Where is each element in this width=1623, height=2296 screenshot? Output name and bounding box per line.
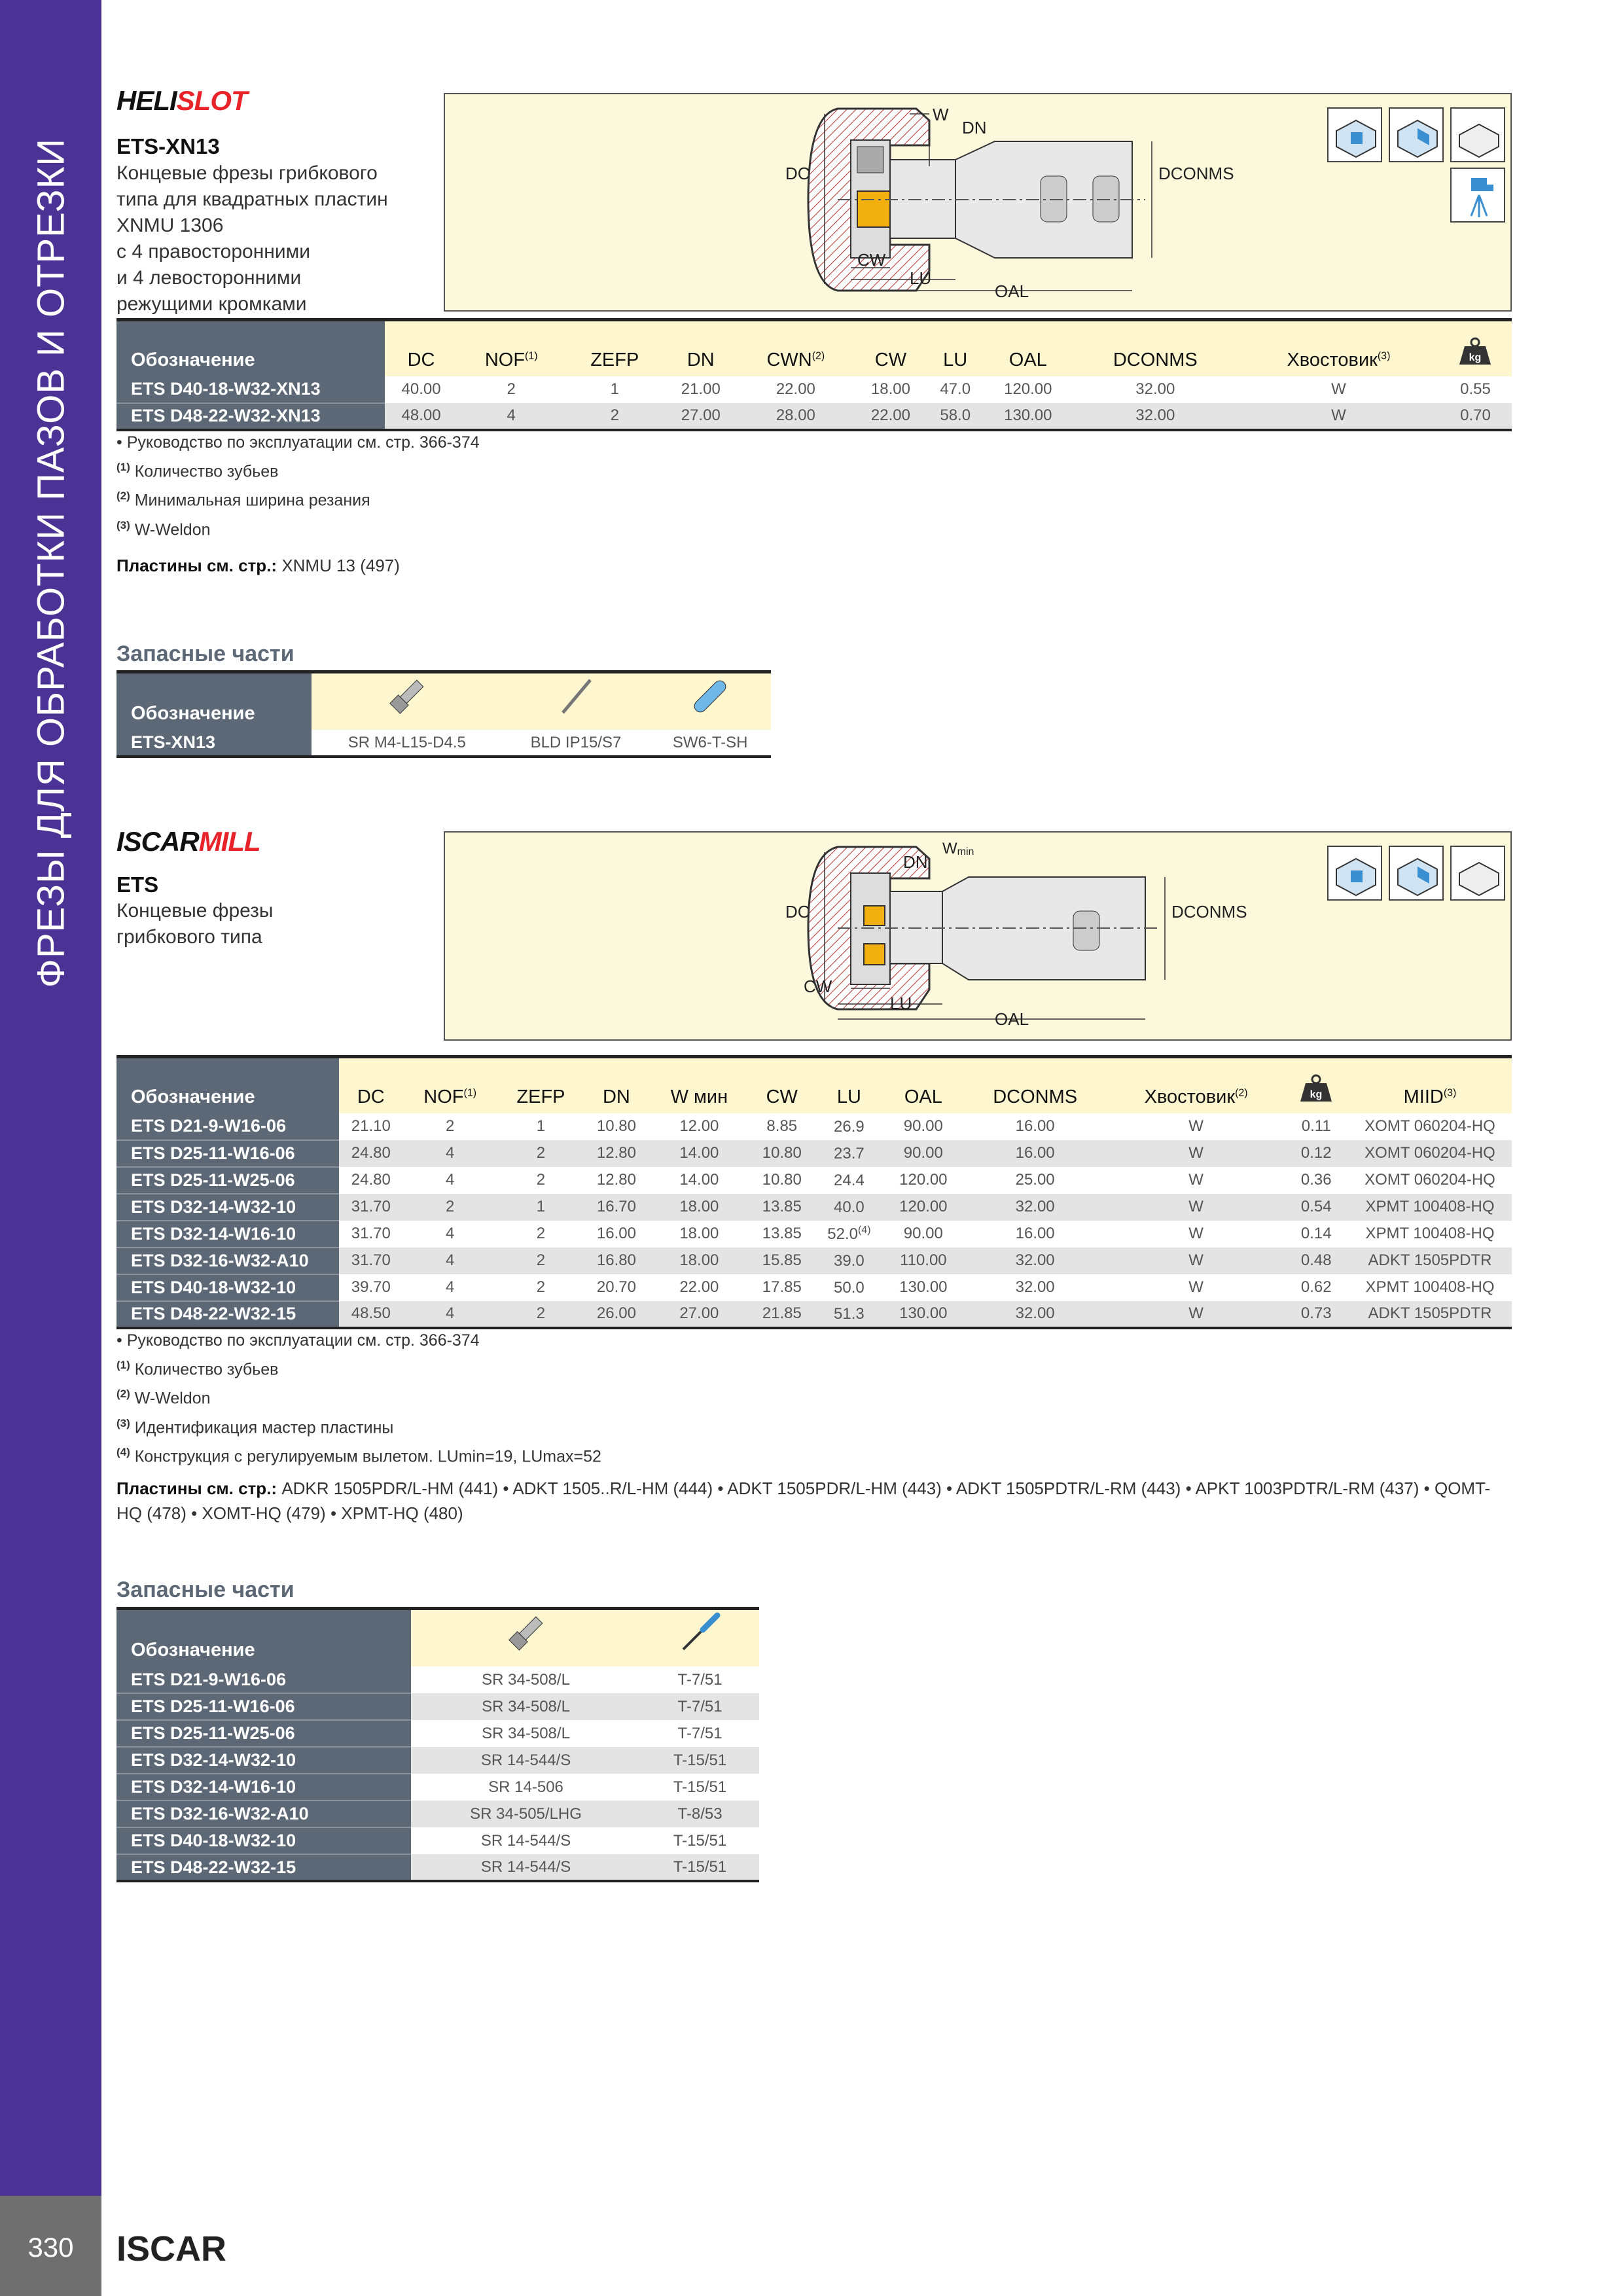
col-header-cw: CW bbox=[854, 320, 927, 376]
product-desc-1: Концевые фрезы грибкового типа для квадратных пластин XNMU 1306 с 4 правосторонними и 4 левосторонними режущими кромками bbox=[116, 162, 388, 315]
table-row: ETS D32-14-W32-10 SR 14-544/S T-15/51 bbox=[116, 1747, 759, 1774]
col-header-weight bbox=[1284, 1057, 1348, 1113]
fig2-label-dconms: DCONMS bbox=[1171, 902, 1247, 922]
side-milling-icon bbox=[1389, 107, 1444, 162]
table-row: ETS D32-14-W16-10 31.70 4 2 16.00 18.00 13.85 52.0$^{(4)}$ 90.00 16.00 W 0.14 XPMT 100408-HQ bbox=[116, 1221, 1512, 1247]
weight-icon bbox=[1299, 1074, 1333, 1103]
product-code-2: ETS bbox=[116, 872, 159, 897]
col-header-oal: OAL bbox=[984, 320, 1073, 376]
col-header-dc: DC bbox=[385, 320, 457, 376]
spare-parts-table-1: Обозначение ETS-XN13 SR M4-L15-D4.5 BLD IP15/S7 SW6-T-SH bbox=[116, 670, 771, 758]
fig2-label-dn: DN bbox=[903, 852, 928, 872]
blade-icon bbox=[503, 672, 650, 730]
page-number: 330 bbox=[27, 2232, 74, 2263]
side-milling-icon bbox=[1389, 846, 1444, 901]
screw-icon bbox=[312, 672, 503, 730]
table-row: ETS D40-18-W32-10 39.70 4 2 20.70 22.00 17.85 50.0 130.00 32.00 W 0.62 XPMT 100408-HQ bbox=[116, 1274, 1512, 1301]
fig1-label-dconms: DCONMS bbox=[1158, 164, 1234, 183]
fig1-label-lu: LU bbox=[910, 268, 932, 288]
fig1-label-w: W bbox=[933, 105, 949, 124]
table-row: ETS D40-18-W32-10 SR 14-544/S T-15/51 bbox=[116, 1827, 759, 1854]
helislot-logo: HELISLOT bbox=[116, 85, 247, 116]
col-header-dconms: DCONMS bbox=[1073, 320, 1238, 376]
table-row: ETS D32-16-W32-A10 SR 34-505/LHG T-8/53 bbox=[116, 1801, 759, 1827]
table-row: ETS D40-18-W32-XN13 40.00 2 1 21.00 22.00 18.00 47.0 120.00 32.00 W 0.55 bbox=[116, 376, 1512, 403]
footnotes-1: • Руководство по эксплуатации см. стр. 366-374 $^{(1)}$ Количество зубьев $^{(2)}$ Минимальная ширина резания $^{(3)}$ W-Weldon bbox=[116, 433, 480, 539]
col-header-cwn: CWN$^{(2)}$ bbox=[737, 320, 854, 376]
table-row: ETS D25-11-W16-06 24.80 4 2 12.80 14.00 10.80 23.7 90.00 16.00 W 0.12 XOMT 060204-HQ bbox=[116, 1140, 1512, 1167]
svg-text:kg: kg bbox=[1469, 351, 1482, 363]
tool-drawing-box-2 bbox=[444, 831, 1512, 1041]
col-header-zefp: ZEFP bbox=[565, 320, 664, 376]
col-header-name: Обозначение bbox=[116, 320, 385, 376]
col-header-lu: LU bbox=[927, 320, 984, 376]
coolant-icon-box bbox=[1450, 168, 1505, 223]
col-header-weight bbox=[1439, 320, 1512, 376]
table-header-row: Обозначение DC NOF$^{(1)}$ ZEFP DN W мин CW LU OAL DCONMS Хвостовик$^{(2)}$ kg MIID$^{(3)}$ bbox=[116, 1057, 1512, 1113]
col-header-dn: DN bbox=[664, 320, 737, 376]
fig2-label-oal: OAL bbox=[995, 1009, 1029, 1029]
application-icons-1 bbox=[1327, 107, 1505, 162]
table-row: ETS D25-11-W25-06 SR 34-508/L T-7/51 bbox=[116, 1720, 759, 1747]
table-row: ETS D48-22-W32-15 48.50 4 2 26.00 27.00 21.85 51.3 130.00 32.00 W 0.73 ADKT 1505PDTR bbox=[116, 1301, 1512, 1328]
table-header-row bbox=[116, 320, 1512, 376]
screwdriver-icon bbox=[641, 1609, 759, 1667]
iscarmill-logo: ISCARMILL bbox=[116, 826, 260, 857]
fig2-label-lu: LU bbox=[890, 994, 912, 1013]
product-code-1: ETS-XN13 bbox=[116, 134, 220, 158]
table-row: ETS D32-14-W32-10 31.70 2 1 16.70 18.00 13.85 40.0 120.00 32.00 W 0.54 XPMT 100408-HQ bbox=[116, 1194, 1512, 1221]
slotting-icon bbox=[1327, 107, 1382, 162]
table-row: ETS-XN13 SR M4-L15-D4.5 BLD IP15/S7 SW6-T-SH bbox=[116, 730, 771, 757]
col-header-shank: Хвостовик$^{(3)}$ bbox=[1238, 320, 1439, 376]
table-row: ETS D32-14-W16-10 SR 14-506 T-15/51 bbox=[116, 1774, 759, 1801]
product-desc-2: Концевые фрезы грибкового типа bbox=[116, 900, 274, 948]
coolant-icon bbox=[1450, 168, 1505, 223]
fig2-label-w: Wmin bbox=[942, 840, 974, 857]
fig1-label-oal: OAL bbox=[995, 281, 1029, 301]
svg-text:kg: kg bbox=[1310, 1088, 1323, 1100]
tool-drawing-box-1 bbox=[444, 93, 1512, 312]
table-row: ETS D48-22-W32-XN13 48.00 4 2 27.00 28.00 22.00 58.0 130.00 32.00 W 0.70 bbox=[116, 403, 1512, 430]
wrench-icon bbox=[649, 672, 771, 730]
footnotes-2: • Руководство по эксплуатации см. стр. 366-374 $^{(1)}$ Количество зубьев $^{(2)}$ W-Weldon $^{(3)}$ Идентификация мастер пластины $^{(4)}$ Конструкция с регулируемым вылетом. LUmin=19, LUmax=52 bbox=[116, 1331, 601, 1466]
inserts-ref-2: Пластины см. стр.: ADKR 1505PDR/L-HM (441) • ADKT 1505..R/L-HM (444) • ADKT 1505PDR/L-HM (443) • ADKT 1505PDTR/L-RM (443) • APKT 1003PDTR/L-RM (437) • QOMT-HQ (478) • XOMT-HQ (479) • XPMT-HQ (480) bbox=[116, 1479, 1491, 1523]
spare-parts-table-2: Обозначение ETS D21-9-W16-06 SR 34-508/L T-7/51 ETS D25-11-W16-06 SR 34-508/L T-7/51 ETS D25-11-W25-06 SR 34-508/L T-7/51 ETS D32-14-W32-10 SR 14-544/S T-15/51 ETS D32-14-W16-10 SR 14-506 T-15/51 ETS D32-16-W32-A10 SR 34-505/LHG T-8/53 ETS D40-18-W32-10 SR 14-544/S T-15/51 ETS D48-22-W32-15 SR 14-544/S T-15/51 bbox=[116, 1607, 759, 1882]
fig2-label-dc: DC bbox=[785, 902, 810, 922]
spec-table-1 bbox=[116, 318, 1512, 431]
table-row: ETS D25-11-W16-06 SR 34-508/L T-7/51 bbox=[116, 1693, 759, 1720]
table-row: ETS D25-11-W25-06 24.80 4 2 12.80 14.00 10.80 24.4 120.00 25.00 W 0.36 XOMT 060204-HQ bbox=[116, 1167, 1512, 1194]
table-row: ETS D21-9-W16-06 SR 34-508/L T-7/51 bbox=[116, 1666, 759, 1693]
fig2-label-cw: CW bbox=[804, 977, 832, 996]
spec-table-2 bbox=[116, 1055, 1512, 1329]
col-header-nof: NOF$^{(1)}$ bbox=[457, 320, 565, 376]
slotting-icon bbox=[1327, 846, 1382, 901]
fig1-label-cw: CW bbox=[857, 250, 886, 270]
fig1-label-dn: DN bbox=[962, 118, 987, 137]
spare-parts-title-2: Запасные части bbox=[116, 1577, 294, 1602]
table-row: ETS D48-22-W32-15 SR 14-544/S T-15/51 bbox=[116, 1854, 759, 1881]
spare-parts-title-1: Запасные части bbox=[116, 641, 294, 666]
shoulder-icon bbox=[1450, 107, 1505, 162]
fig1-label-dc: DC bbox=[785, 164, 810, 183]
sidebar-title: ФРЕЗЫ ДЛЯ ОБРАБОТКИ ПАЗОВ И ОТРЕЗКИ bbox=[29, 137, 73, 988]
table-row: ETS D32-16-W32-A10 31.70 4 2 16.80 18.00 15.85 39.0 110.00 32.00 W 0.48 ADKT 1505PDTR bbox=[116, 1247, 1512, 1274]
inserts-ref-1: Пластины см. стр.: XNMU 13 (497) bbox=[116, 556, 400, 575]
screw-icon bbox=[411, 1609, 641, 1667]
table-row: ETS D21-9-W16-06 21.10 2 1 10.80 12.00 8.85 26.9 90.00 16.00 W 0.11 XOMT 060204-HQ bbox=[116, 1113, 1512, 1140]
application-icons-2 bbox=[1327, 846, 1505, 901]
weight-icon bbox=[1458, 337, 1492, 366]
shoulder-icon bbox=[1450, 846, 1505, 901]
footer-brand: ISCAR bbox=[116, 2229, 227, 2269]
